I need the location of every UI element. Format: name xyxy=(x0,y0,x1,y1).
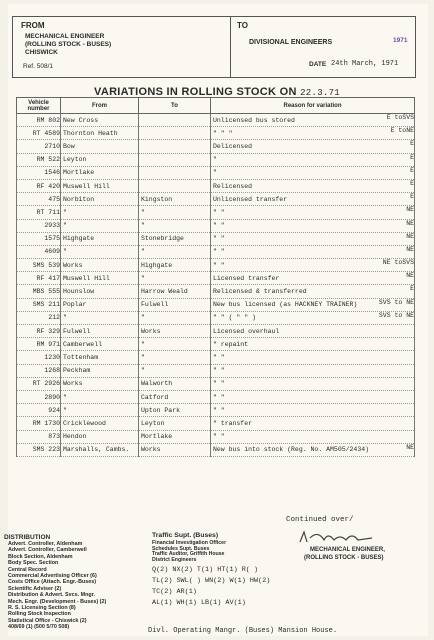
distCodes-item: TL(2) SWL( ) WN(2) W(1) HW(2) xyxy=(152,577,271,585)
vehicle-number: SMS 211 xyxy=(17,298,61,311)
from-garage: " xyxy=(61,404,139,417)
vehicle-number: 4609 xyxy=(17,245,61,258)
to-garage: " xyxy=(139,272,211,285)
vehicle-number: RT 2926 xyxy=(17,377,61,390)
from-garage: Mortlake xyxy=(61,166,139,179)
to-garage: Leyton xyxy=(139,417,211,430)
vehicle-number: RM 802 xyxy=(17,114,61,127)
vehicle-number: 2933 xyxy=(17,219,61,232)
date-value: 24th March, 1971 xyxy=(331,60,399,68)
distribution-footer: Divl. Operating Mangr. (Buses) Mansion House. xyxy=(148,627,338,635)
vehicle-number: SMS 223 xyxy=(17,443,61,456)
from-garage: Norbiton xyxy=(61,193,139,206)
reason: Unlicensed bus stored E toSVS xyxy=(211,114,415,127)
to-garage: " xyxy=(139,351,211,364)
from-garage: Tottenham xyxy=(61,351,139,364)
from-garage: Poplar xyxy=(61,298,139,311)
col-from: From xyxy=(61,98,139,114)
table-row xyxy=(17,311,415,324)
route-code: E xyxy=(410,179,414,187)
vehicle-number: 475 xyxy=(17,193,61,206)
from-garage: " xyxy=(61,219,139,232)
to-garage xyxy=(139,153,211,166)
reason: Licensed transfer NE xyxy=(211,272,415,285)
vehicle-number: RM 971 xyxy=(17,338,61,351)
from-line-2: (ROLLING STOCK - BUSES) xyxy=(25,41,112,48)
table-row xyxy=(17,364,415,377)
reason: " " xyxy=(211,351,415,364)
route-code: NE xyxy=(406,219,414,227)
route-code: E toNE xyxy=(390,127,414,135)
distribution-mid-title: Traffic Supt. (Buses) xyxy=(152,532,219,539)
distLeft-item: R. S. Licensing Section (8) xyxy=(8,605,76,611)
reason: Delicensed E xyxy=(211,140,415,153)
to-garage: Works xyxy=(139,325,211,338)
variations-table xyxy=(16,97,415,457)
from-garage: " xyxy=(61,245,139,258)
vehicle-number: RT 711 xyxy=(17,206,61,219)
from-line-3: CHISWICK xyxy=(25,49,58,56)
from-section xyxy=(13,17,231,77)
from-garage: Fulwell xyxy=(61,325,139,338)
distribution-title: DISTRIBUTION xyxy=(4,534,51,541)
distLeft-item: Body Spec. Section xyxy=(8,560,59,567)
reason: " " xyxy=(211,390,415,403)
reason: " " xyxy=(211,404,415,417)
route-code: E xyxy=(410,285,414,293)
to-garage: " xyxy=(139,338,211,351)
table-row xyxy=(17,259,415,272)
vehicle-number: 1268 xyxy=(17,364,61,377)
reason: " " xyxy=(211,430,415,443)
distLeft-item: Costs Office (Attach. Engr.-Buses) xyxy=(8,579,97,586)
to-garage: Mortlake xyxy=(139,430,211,443)
from-garage: Highgate xyxy=(61,232,139,245)
header-box xyxy=(12,16,416,78)
reason: " E xyxy=(211,153,415,166)
route-code: NE xyxy=(406,206,414,214)
ref-number: Ref. 508/1 xyxy=(23,63,53,70)
reason: " " NE xyxy=(211,232,415,245)
from-garage: New Cross xyxy=(61,114,139,127)
from-garage: Works xyxy=(61,377,139,390)
distLeft-item: Central Record xyxy=(8,566,47,573)
reason: New bus into stock (Reg. No. AM505/2434) NE xyxy=(211,443,415,456)
from-garage: Muswell Hill xyxy=(61,272,139,285)
table-row xyxy=(17,443,415,456)
reason: " " xyxy=(211,377,415,390)
table-row xyxy=(17,417,415,430)
table-row xyxy=(17,298,415,311)
to-garage: Stonebridge xyxy=(139,232,211,245)
distCodes-item: AL(1) WH(1) LB(1) AV(1) xyxy=(152,599,246,607)
to-garage: " xyxy=(139,364,211,377)
from-garage: " xyxy=(61,390,139,403)
distMid-item: Schedules Supt. Buses xyxy=(152,545,210,552)
to-garage xyxy=(139,127,211,140)
to-garage: " xyxy=(139,206,211,219)
continued-note: Continued over/ xyxy=(286,516,354,524)
route-code: E toSVS xyxy=(386,114,414,121)
from-garage: Peckham xyxy=(61,364,139,377)
vehicle-number: RF 329 xyxy=(17,325,61,338)
reason: " " NE xyxy=(211,206,415,219)
date-label: DATE xyxy=(309,61,327,68)
vehicle-number: RM 522 xyxy=(17,153,61,166)
table-row xyxy=(17,272,415,285)
from-garage: " xyxy=(61,311,139,324)
reason: Unlicensed transfer E xyxy=(211,193,415,206)
table-row xyxy=(17,390,415,403)
vehicle-number: 2890 xyxy=(17,390,61,403)
table-row xyxy=(17,206,415,219)
table-row xyxy=(17,140,415,153)
table-row xyxy=(17,404,415,417)
route-code: NE toSVS xyxy=(382,259,414,267)
table-row xyxy=(17,285,415,298)
table-row xyxy=(17,232,415,245)
reason: Licensed overhaul xyxy=(211,325,415,338)
to-garage: Highgate xyxy=(139,259,211,272)
to-garage xyxy=(139,140,211,153)
to-garage: Harrow Weald xyxy=(139,285,211,298)
distLeft-item: 408/69 (1) (500 5/70 508) xyxy=(8,624,70,631)
reason: " " ( " " ) SVS to NE xyxy=(211,311,415,324)
route-code: NE xyxy=(406,232,414,240)
to-label: TO xyxy=(237,21,248,30)
table-row xyxy=(17,325,415,338)
col-reason: Reason for variation xyxy=(211,98,415,114)
to-garage: Catford xyxy=(139,390,211,403)
from-garage: Thornton Heath xyxy=(61,127,139,140)
signature-line-2: (ROLLING STOCK - BUSES) xyxy=(304,555,384,561)
vehicle-number: RF 420 xyxy=(17,179,61,192)
vehicle-number: RM 1730 xyxy=(17,417,61,430)
from-garage: Muswell Hill xyxy=(61,179,139,192)
table-row xyxy=(17,193,415,206)
distLeft-item: Rolling Stock Inspection xyxy=(8,611,71,618)
route-code: NE xyxy=(406,272,414,280)
title-text: VARIATIONS IN ROLLING STOCK ON xyxy=(94,86,297,98)
vehicle-number: SMS 539 xyxy=(17,259,61,272)
from-garage: Camberwell xyxy=(61,338,139,351)
table-row xyxy=(17,166,415,179)
table-row xyxy=(17,219,415,232)
route-code: NE xyxy=(406,245,414,253)
from-garage: " xyxy=(61,206,139,219)
table-row xyxy=(17,127,415,140)
col-to: To xyxy=(139,98,211,114)
from-garage: Hendon xyxy=(61,430,139,443)
from-garage: Leyton xyxy=(61,153,139,166)
to-garage xyxy=(139,166,211,179)
distLeft-item: Commercial Advertising Officer (6) xyxy=(8,573,97,579)
table-row xyxy=(17,114,415,127)
to-name: DIVISIONAL ENGINEERS xyxy=(249,39,333,46)
vehicle-number: MBS 555 xyxy=(17,285,61,298)
from-label: FROM xyxy=(21,21,45,30)
reason: " " NE xyxy=(211,219,415,232)
distMid-item: Traffic Auditor, Griffith House xyxy=(152,551,225,558)
distMid-item: District Engineers xyxy=(152,556,197,563)
route-code: SVS to NE xyxy=(378,298,414,306)
route-code: E xyxy=(410,140,414,148)
distCodes-item: Q(2) NX(2) T(1) HT(1) R( ) xyxy=(152,566,259,574)
reason: " " " E toNE xyxy=(211,127,415,140)
received-stamp: 1971 xyxy=(393,37,408,44)
reason: Relicensed & transferred E xyxy=(211,285,415,298)
vehicle-number: 1230 xyxy=(17,351,61,364)
from-garage: Bow xyxy=(61,140,139,153)
reason: " " NE xyxy=(211,245,415,258)
to-garage: Walworth xyxy=(139,377,211,390)
route-code: E xyxy=(410,193,414,201)
table-row xyxy=(17,179,415,192)
to-garage: Fulwell xyxy=(139,298,211,311)
to-garage: " xyxy=(139,245,211,258)
table-row xyxy=(17,338,415,351)
from-garage: Hounslow xyxy=(61,285,139,298)
from-line-1: MECHANICAL ENGINEER xyxy=(25,33,105,40)
table-row xyxy=(17,351,415,364)
distLeft-item: Distribution & Advert. Svcs. Mngr. xyxy=(8,592,95,599)
table-row xyxy=(17,153,415,166)
vehicle-number: 2710 xyxy=(17,140,61,153)
signature-line-1: MECHANICAL ENGINEER, xyxy=(310,547,385,553)
distLeft-item: Advert. Controller, Camberwell xyxy=(8,547,87,554)
reason: " " NE toSVS xyxy=(211,259,415,272)
to-garage: Kingston xyxy=(139,193,211,206)
to-garage: " xyxy=(139,219,211,232)
table-row xyxy=(17,245,415,258)
reason: " transfer xyxy=(211,417,415,430)
route-code: E xyxy=(410,153,414,161)
vehicle-number: 924 xyxy=(17,404,61,417)
route-code: E xyxy=(410,166,414,174)
vehicle-number: 1575 xyxy=(17,232,61,245)
reason: " E xyxy=(211,166,415,179)
from-garage: Works xyxy=(61,259,139,272)
vehicle-number: RF 417 xyxy=(17,272,61,285)
title-date: 22.3.71 xyxy=(300,88,340,98)
distLeft-item: Mech. Engr. (Development - Buses) (2) xyxy=(8,598,107,605)
to-garage: Works xyxy=(139,443,211,456)
signature-mark xyxy=(298,528,376,546)
vehicle-number: 873 xyxy=(17,430,61,443)
to-garage: Upton Park xyxy=(139,404,211,417)
distLeft-item: Block Section, Aldenham xyxy=(8,553,73,560)
distMid-item: Financial Investigation Officer xyxy=(152,540,227,546)
col-vehicle: Vehicle number xyxy=(17,98,61,114)
table-row xyxy=(17,377,415,390)
to-garage xyxy=(139,179,211,192)
vehicle-number: RT 4589 xyxy=(17,127,61,140)
vehicle-number: 1546 xyxy=(17,166,61,179)
route-code: SVS to NE xyxy=(378,311,414,319)
reason: Relicensed E xyxy=(211,179,415,192)
reason: " " xyxy=(211,364,415,377)
distLeft-item: Scientific Adviser (2) xyxy=(8,585,62,592)
distLeft-item: Advert. Controller, Aldenham xyxy=(8,541,83,547)
to-garage: " xyxy=(139,311,211,324)
distLeft-item: Statistical Office - Chiswick (2) xyxy=(8,617,87,624)
reason: New bus licensed (as HACKNEY TRAINER) SVS to NE xyxy=(211,298,415,311)
table-row xyxy=(17,430,415,443)
reason: " repaint xyxy=(211,338,415,351)
from-garage: Cricklewood xyxy=(61,417,139,430)
to-garage xyxy=(139,114,211,127)
to-section xyxy=(231,17,415,77)
vehicle-number: 212 xyxy=(17,311,61,324)
route-code: NE xyxy=(406,443,414,451)
from-garage: Marshalls, Cambs. xyxy=(61,443,139,456)
distCodes-item: TC(2) AR(1) xyxy=(152,588,197,596)
